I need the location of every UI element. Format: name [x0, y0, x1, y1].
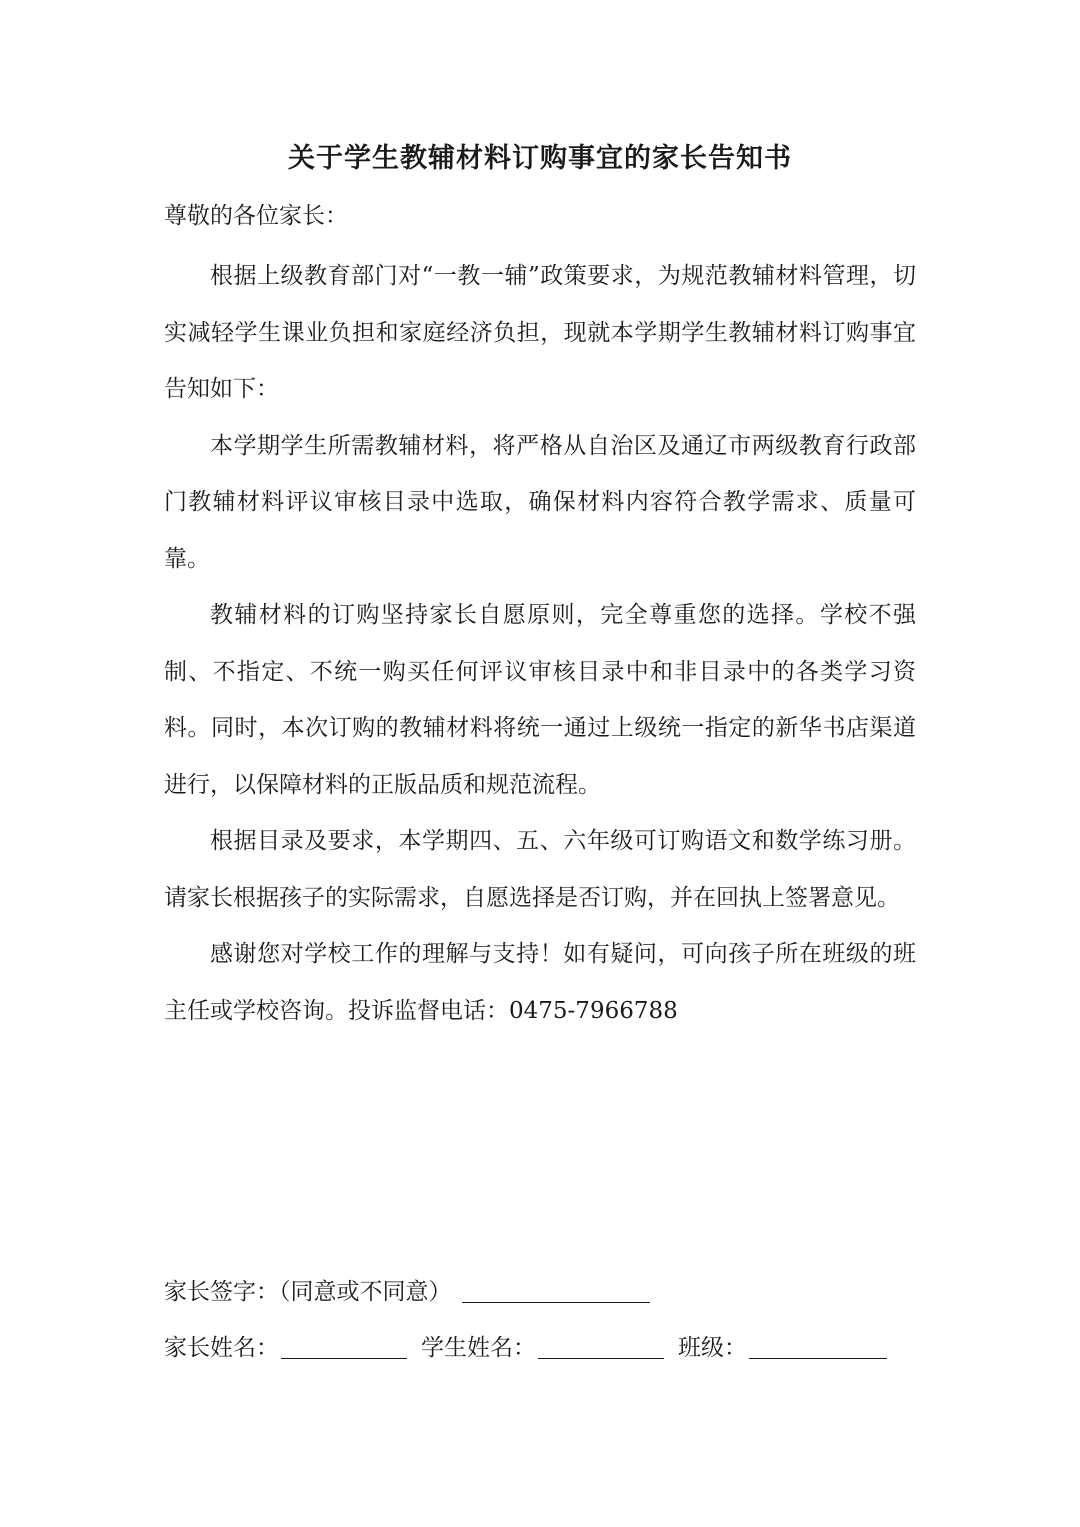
paragraph-thanks: 感谢您对学校工作的理解与支持！如有疑问，可向孩子所在班级的班主任或学校咨询。投诉监督电话：0475-7966788 [164, 941, 916, 1024]
consent-signature-line [164, 1272, 924, 1312]
consent-signature-field[interactable] [462, 1274, 650, 1303]
name-fields-line [164, 1328, 924, 1368]
class-label: 班级： [678, 1335, 747, 1361]
class-field[interactable] [749, 1330, 887, 1359]
paragraph-selection: 本学期学生所需教辅材料，将严格从自治区及通辽市两级教育行政部门教辅材料评议审核目录中选取，确保材料内容符合教学需求、质量可靠。 [164, 432, 916, 572]
parent-name-label: 家长姓名： [164, 1335, 279, 1361]
paragraph-policy: 根据上级教育部门对“一教一辅”政策要求，为规范教辅材料管理，切实减轻学生课业负担和家庭经济负担，现就本学期学生教辅材料订购事宜告知如下： [164, 263, 916, 402]
paragraph-voluntary: 教辅材料的订购坚持家长自愿原则，完全尊重您的选择。学校不强制、不指定、不统一购买任何评议审核目录中和非目录中的各类学习资料。同时，本次订购的教辅材料将统一通过上级统一指定的新华书店渠道进行，以保障材料的正版品质和规范流程。 [164, 602, 916, 798]
student-name-label: 学生姓名： [421, 1335, 536, 1361]
notice-body [164, 248, 916, 1039]
parent-name-field[interactable] [281, 1330, 407, 1359]
document-title: 关于学生教辅材料订购事宜的家长告知书 [288, 143, 792, 174]
greeting: 尊敬的各位家长： [164, 203, 348, 229]
student-name-field[interactable] [538, 1330, 664, 1359]
paragraph-grades: 根据目录及要求，本学期四、五、六年级可订购语文和数学练习册。请家长根据孩子的实际需求，自愿选择是否订购，并在回执上签署意见。 [164, 828, 916, 911]
consent-label: 家长签字：（同意或不同意） [164, 1279, 452, 1305]
